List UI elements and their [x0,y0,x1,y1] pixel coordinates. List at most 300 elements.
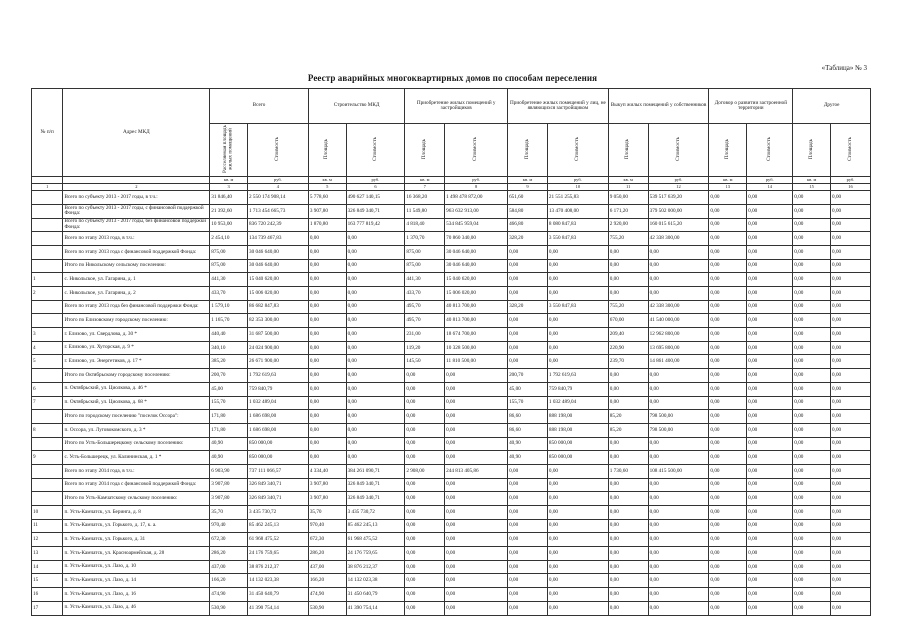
row-value: 0,00 [831,396,871,410]
row-value: 0,00 [547,273,608,287]
row-value: 0,00 [608,451,648,465]
row-value: 0,00 [508,533,548,547]
row-number [32,464,63,478]
column-number: 7 [405,184,445,191]
row-value: 0,00 [747,533,793,547]
row-value: 0,00 [831,574,871,588]
row-value: 286,20 [308,547,346,561]
row-value: 0,00 [547,259,608,273]
row-address: п. Усть-Камчатск, ул. Лазо, д. 16 [63,588,210,602]
row-value: 0,00 [709,273,747,287]
row-value: 0,00 [445,533,508,547]
row-value: 850 000,00 [248,437,309,451]
row-value: 0,00 [508,259,548,273]
column-number: 11 [608,184,648,191]
row-value: 0,00 [831,232,871,246]
row-value: 0,00 [445,382,508,396]
row-value: 0,00 [793,232,831,246]
row-value: 0,00 [608,588,648,602]
row-value: 0,00 [747,492,793,506]
row-value: 0,00 [709,328,747,342]
row-value: 0,00 [547,341,608,355]
row-value: 440,40 [210,328,248,342]
row-value: 0,00 [508,547,548,561]
row-value: 0,00 [747,232,793,246]
row-address: п. Усть-Камчатск, ул. Лазо, д. 46 [63,601,210,615]
row-value: 155,70 [508,396,548,410]
header-group-total: Всего [210,89,309,124]
row-value: 0,00 [831,492,871,506]
row-value: 0,00 [709,560,747,574]
row-value: 0,00 [709,369,747,383]
row-value: 0,00 [508,328,548,342]
row-value: 0,00 [508,574,548,588]
row-value: 0,00 [793,396,831,410]
row-value: 0,00 [747,314,793,328]
subheader-total-area: Расселяемая площадь жилых помещений [210,124,248,177]
unit-cell [63,177,210,184]
subheader-area: Площадь [405,124,445,177]
row-value: 3 435 730,72 [248,506,309,520]
unit-rub: руб. [547,177,608,184]
row-address: п. Усть-Камчатск, ул. Красноармейская, д. 28 [63,547,210,561]
row-value: 0,00 [308,328,346,342]
row-number: 6 [32,382,63,396]
row-value: 163 777 819,42 [346,218,405,232]
row-value: 10 328 500,00 [445,341,508,355]
row-value: 0,00 [508,506,548,520]
row-value: 0,00 [648,259,709,273]
subtotal-row [32,410,871,424]
row-value: 495,70 [405,314,445,328]
row-value: 326 849 340,71 [346,492,405,506]
row-value: 21 392,60 [210,204,248,218]
unit-area: кв. м [405,177,445,184]
row-value: 61 968 475,52 [346,533,405,547]
row-value: 0,00 [608,492,648,506]
row-value: 437,00 [210,560,248,574]
row-value: 0,00 [648,533,709,547]
row-value: 850 000,00 [547,437,608,451]
row-value: 0,00 [405,533,445,547]
row-value: 384 261 090,71 [346,464,405,478]
row-value: 0,00 [308,451,346,465]
row-value: 0,00 [608,533,648,547]
row-value: 0,00 [831,314,871,328]
row-value: 14 132 023,38 [346,574,405,588]
row-address: г. Елизово, ул. Хуторская, д. 9 * [63,341,210,355]
column-number: 15 [793,184,831,191]
row-value: 30 046 640,00 [445,259,508,273]
row-value: 0,00 [308,314,346,328]
row-number: 17 [32,601,63,615]
row-value: 466,80 [508,218,548,232]
column-number: 2 [63,184,210,191]
row-value: 0,00 [831,464,871,478]
row-value: 0,00 [547,478,608,492]
row-value: 0,00 [608,396,648,410]
header-group-other: Другое [793,89,871,124]
row-value: 441,30 [210,273,248,287]
row-value: 0,00 [747,218,793,232]
row-value: 0,00 [709,478,747,492]
row-value: 0,00 [793,382,831,396]
row-value: 0,00 [308,259,346,273]
row-value: 145,50 [405,355,445,369]
row-value: 0,00 [445,437,508,451]
subtotal-row [32,204,871,218]
row-number: 11 [32,519,63,533]
row-value: 0,00 [747,341,793,355]
row-value: 0,00 [648,560,709,574]
row-value: 0,00 [547,506,608,520]
row-value: 0,00 [405,519,445,533]
row-value: 0,00 [831,287,871,301]
unit-area: кв. м [508,177,548,184]
row-value: 38 876 212,37 [346,560,405,574]
row-number: 4 [32,341,63,355]
row-value: 441,30 [405,273,445,287]
row-value: 155,70 [210,396,248,410]
row-value: 0,00 [747,574,793,588]
table-row [32,382,871,396]
row-value: 0,00 [747,506,793,520]
row-value: 0,00 [445,423,508,437]
row-value: 0,00 [405,588,445,602]
row-value: 0,00 [445,601,508,615]
row-value: 0,00 [793,273,831,287]
row-value: 171,80 [210,410,248,424]
row-value: 0,00 [831,547,871,561]
row-value: 0,00 [608,259,648,273]
row-value: 970,40 [210,519,248,533]
row-value: 1 686 698,00 [248,410,309,424]
row-value: 119,20 [405,341,445,355]
column-number: 12 [648,184,709,191]
row-value: 0,00 [648,601,709,615]
row-value: 0,00 [793,533,831,547]
row-address: Всего по этапу 2014 года, в т.ч.: [63,464,210,478]
row-address: Итого по Усть-Большерецкому сельскому поселению: [63,437,210,451]
row-value: 0,00 [747,382,793,396]
row-value: 0,00 [308,437,346,451]
row-value: 759 840,79 [248,382,309,396]
row-value: 0,00 [831,437,871,451]
row-number [32,259,63,273]
row-value: 584,80 [508,204,548,218]
row-value: 85 462 245,13 [346,519,405,533]
row-value: 0,00 [508,464,548,478]
row-value: 1 370,70 [405,232,445,246]
table-row [32,519,871,533]
row-address: п. Октябрьский, ул. Циолкова, д. 46 * [63,382,210,396]
row-value: 963 632 913,00 [445,204,508,218]
row-value: 24 024 900,00 [248,341,309,355]
row-address: п. Усть-Камчатск, ул. Беринга, д. 8 [63,506,210,520]
row-value: 0,00 [508,601,548,615]
row-address: Итого по Никольскому сельскому поселению: [63,259,210,273]
column-number: 14 [747,184,793,191]
row-value: 0,00 [547,519,608,533]
row-value: 0,00 [648,574,709,588]
row-value: 3 550 847,83 [547,300,608,314]
row-value: 0,00 [793,437,831,451]
row-number [32,314,63,328]
row-value: 0,00 [648,287,709,301]
unit-area: кв. м [793,177,831,184]
subheader-cost: Стоимость [831,124,871,177]
header-group-non-developers: Приобретение жилых помещений у лиц, не являющихся застройщиком [508,89,609,124]
row-number [32,410,63,424]
row-value: 474,90 [210,588,248,602]
row-number: 15 [32,574,63,588]
row-value: 0,00 [547,314,608,328]
row-value: 40,90 [210,437,248,451]
row-value: 875,00 [210,245,248,259]
unit-area: кв. м [709,177,747,184]
row-value: 0,00 [547,588,608,602]
row-value: 200,70 [508,369,548,383]
row-value: 0,00 [608,519,648,533]
row-value: 0,00 [793,218,831,232]
row-value: 0,00 [445,547,508,561]
row-value: 0,00 [793,478,831,492]
row-value: 16 368,20 [405,191,445,205]
row-value: 0,00 [547,574,608,588]
row-value: 220,90 [608,341,648,355]
column-number: 4 [248,184,309,191]
row-value: 0,00 [831,601,871,615]
header-group-territory: Договор о развитии застроенной территории [709,89,793,124]
row-value: 0,00 [709,382,747,396]
column-number: 16 [831,184,871,191]
column-number: 1 [32,184,63,191]
row-value: 86,60 [508,410,548,424]
row-value: 0,00 [793,601,831,615]
row-value: 0,00 [709,547,747,561]
row-value: 755,20 [608,300,648,314]
row-value: 0,00 [709,259,747,273]
row-value: 30 046 640,00 [248,245,309,259]
row-value: 0,00 [308,369,346,383]
row-value: 437,00 [308,560,346,574]
row-value: 755,20 [608,232,648,246]
table-row [32,273,871,287]
row-value: 0,00 [608,382,648,396]
row-value: 1 870,80 [308,218,346,232]
row-value: 86,60 [508,423,548,437]
row-value: 0,00 [405,382,445,396]
row-value: 0,00 [831,410,871,424]
subheader-area: Площадь [793,124,831,177]
row-value: 0,00 [831,423,871,437]
row-value: 651,60 [508,191,548,205]
table-row [32,560,871,574]
row-value: 0,00 [508,560,548,574]
row-value: 0,00 [608,287,648,301]
row-value: 0,00 [648,437,709,451]
row-value: 0,00 [709,574,747,588]
row-value: 0,00 [709,355,747,369]
row-value: 85,20 [608,423,648,437]
column-number: 10 [547,184,608,191]
row-number: 1 [32,273,63,287]
subtotal-row [32,218,871,232]
row-value: 530,90 [308,601,346,615]
row-value: 0,00 [793,519,831,533]
row-address: Всего по этапу 2013 года, в т.ч.: [63,232,210,246]
subheader-cost: Стоимость [445,124,508,177]
row-value: 0,00 [405,451,445,465]
row-value: 0,00 [709,588,747,602]
row-value: 0,00 [608,478,648,492]
row-value: 0,00 [608,506,648,520]
row-value: 0,00 [831,478,871,492]
row-number: 10 [32,506,63,520]
row-value: 0,00 [547,560,608,574]
unit-area: кв. м [308,177,346,184]
row-value: 1 498 478 872,00 [445,191,508,205]
row-value: 2 454,10 [210,232,248,246]
row-value: 0,00 [508,314,548,328]
row-value: 0,00 [445,506,508,520]
row-value: 2 908,00 [405,464,445,478]
subtotal-row [32,191,871,205]
row-value: 0,00 [793,300,831,314]
row-value: 0,00 [747,601,793,615]
row-value: 0,00 [608,437,648,451]
row-value: 41 540 000,00 [648,314,709,328]
row-address: п. Усть-Камчатск, ул. Лазо, д. 10 [63,560,210,574]
table-row [32,423,871,437]
row-value: 41 390 754,14 [346,601,405,615]
row-value: 14 132 023,38 [248,574,309,588]
row-number [32,478,63,492]
row-value: 534 845 959,04 [445,218,508,232]
table-row [32,355,871,369]
row-value: 0,00 [648,492,709,506]
row-value: 0,00 [648,396,709,410]
row-number [32,245,63,259]
header-group-developers: Приобретение жилых помещений у застройщиков [405,89,508,124]
row-value: 0,00 [709,396,747,410]
row-value: 0,00 [747,588,793,602]
row-value: 0,00 [308,423,346,437]
row-value: 0,00 [709,245,747,259]
row-value: 0,00 [405,478,445,492]
row-value: 0,00 [793,245,831,259]
row-value: 26 671 900,00 [248,355,309,369]
row-value: 1 792 619,63 [547,369,608,383]
row-number: 2 [32,287,63,301]
column-number: 13 [709,184,747,191]
subtotal-row [32,478,871,492]
row-address: Итого по Усть-Камчатскому сельскому поселению: [63,492,210,506]
row-value: 326 849 340,71 [346,204,405,218]
row-value: 0,00 [508,478,548,492]
row-value: 166,20 [210,574,248,588]
row-value: 0,00 [346,410,405,424]
row-value: 3 907,80 [210,478,248,492]
row-value: 15 040 620,00 [248,273,309,287]
row-value: 0,00 [709,287,747,301]
row-value: 0,00 [793,464,831,478]
row-value: 0,00 [547,245,608,259]
column-number: 8 [445,184,508,191]
row-value: 18 674 700,00 [445,328,508,342]
row-value: 0,00 [831,355,871,369]
row-value: 850 000,00 [248,451,309,465]
row-value: 0,00 [747,328,793,342]
row-value: 0,00 [747,396,793,410]
row-value: 0,00 [405,574,445,588]
row-number [32,492,63,506]
row-number: 3 [32,328,63,342]
row-value: 6 903,90 [210,464,248,478]
subheader-area: Площадь [709,124,747,177]
row-value: 0,00 [747,464,793,478]
table-row [32,287,871,301]
row-value: 0,00 [608,574,648,588]
row-value: 836 720 242,39 [248,218,309,232]
row-value: 0,00 [747,451,793,465]
table-row [32,547,871,561]
row-value: 0,00 [709,451,747,465]
row-value: 0,00 [793,506,831,520]
row-value: 160 015 615,20 [648,218,709,232]
subheader-area: Площадь [308,124,346,177]
row-value: 0,00 [793,369,831,383]
row-value: 14 861 400,00 [648,355,709,369]
column-number: 6 [346,184,405,191]
row-value: 166,20 [308,574,346,588]
row-value: 0,00 [709,204,747,218]
unit-cell [32,177,63,184]
row-value: 0,00 [346,287,405,301]
row-value: 85,20 [608,410,648,424]
row-value: 0,00 [831,259,871,273]
row-value: 1 792 619,63 [248,369,309,383]
row-value: 0,00 [831,204,871,218]
row-value: 0,00 [308,355,346,369]
row-value: 0,00 [747,410,793,424]
row-number [32,218,63,232]
subtotal-row [32,492,871,506]
row-value: 1 032 489,04 [248,396,309,410]
row-address: п. Усть-Камчатск, ул. Лазо, д. 14 [63,574,210,588]
row-number [32,191,63,205]
row-value: 0,00 [648,478,709,492]
row-address: Итого по городскому поселению "поселок Оссора": [63,410,210,424]
column-number: 3 [210,184,248,191]
row-value: 0,00 [793,259,831,273]
row-value: 231,00 [405,328,445,342]
row-value: 0,00 [831,382,871,396]
row-value: 0,00 [793,588,831,602]
row-value: 21 551 255,83 [547,191,608,205]
row-value: 13 695 800,00 [648,341,709,355]
row-value: 888 198,00 [547,423,608,437]
row-value: 3 907,80 [308,478,346,492]
subheader-cost: Стоимость [547,124,608,177]
row-number: 14 [32,560,63,574]
row-value: 379 502 000,00 [648,204,709,218]
row-value: 82 353 300,00 [248,314,309,328]
subtotal-row [32,259,871,273]
row-value: 474,90 [308,588,346,602]
row-value: 171,80 [210,423,248,437]
row-value: 0,00 [346,341,405,355]
